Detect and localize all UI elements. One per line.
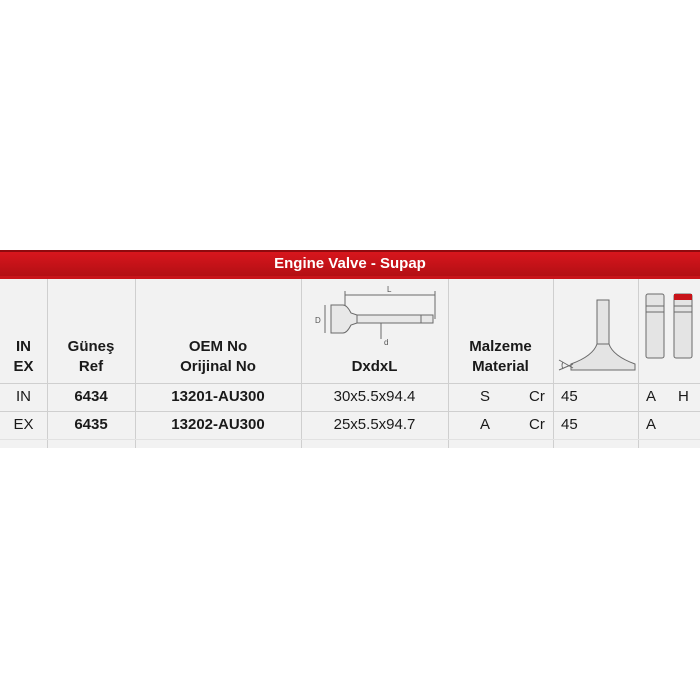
seat-angle-diagram bbox=[553, 290, 638, 380]
row-1-oem: 13201-AU300 bbox=[171, 388, 265, 405]
row-1-material-2: Cr bbox=[529, 388, 545, 405]
row-1-seat-angle: 45 bbox=[561, 388, 578, 405]
row-1-type: IN bbox=[16, 388, 31, 405]
row-divider bbox=[0, 439, 700, 440]
row-1-tip-a: A bbox=[646, 388, 657, 405]
header-oem bbox=[135, 279, 301, 383]
valve-spec-table bbox=[0, 250, 700, 448]
header-oem-line1: OEM No bbox=[188, 338, 248, 355]
header-material-line2: Material bbox=[472, 358, 529, 375]
header-oem-line2: Orijinal No bbox=[180, 358, 256, 375]
table-title: Engine Valve - Supap bbox=[0, 250, 700, 276]
header-ref-line2: Ref bbox=[78, 358, 104, 375]
header-ref-line1: Güneş bbox=[67, 338, 115, 355]
row-2-material-2: Cr bbox=[529, 416, 545, 433]
valve-dimension-diagram bbox=[301, 283, 448, 353]
row-2-dims: 25x5.5x94.7 bbox=[333, 416, 416, 433]
diagram-diameter-label: D bbox=[315, 316, 321, 325]
diagram-stem-label: d bbox=[384, 338, 389, 347]
row-2-oem: 13202-AU300 bbox=[171, 416, 265, 433]
header-type-line2: EX bbox=[13, 358, 34, 375]
header-material-line1: Malzeme bbox=[469, 338, 532, 355]
valve-tip-diagram bbox=[638, 286, 700, 366]
header-type bbox=[0, 279, 47, 383]
row-1-tip-b: H bbox=[678, 388, 689, 405]
row-1-dims: 30x5.5x94.4 bbox=[333, 388, 416, 405]
row-1-material-1: S bbox=[480, 388, 491, 405]
header-dims-label: DxdxL bbox=[351, 358, 398, 375]
header-material bbox=[448, 279, 553, 383]
row-1-ref: 6434 bbox=[74, 388, 108, 405]
header-type-line1: IN bbox=[16, 338, 31, 355]
header-ref bbox=[47, 279, 135, 383]
hardened-tip-marker bbox=[674, 294, 692, 300]
row-2-material-1: A bbox=[480, 416, 491, 433]
row-2-seat-angle: 45 bbox=[561, 416, 578, 433]
row-2-ref: 6435 bbox=[74, 416, 108, 433]
row-2-tip-a: A bbox=[646, 416, 657, 433]
row-2-type: EX bbox=[13, 416, 34, 433]
diagram-length-label: L bbox=[387, 285, 392, 294]
